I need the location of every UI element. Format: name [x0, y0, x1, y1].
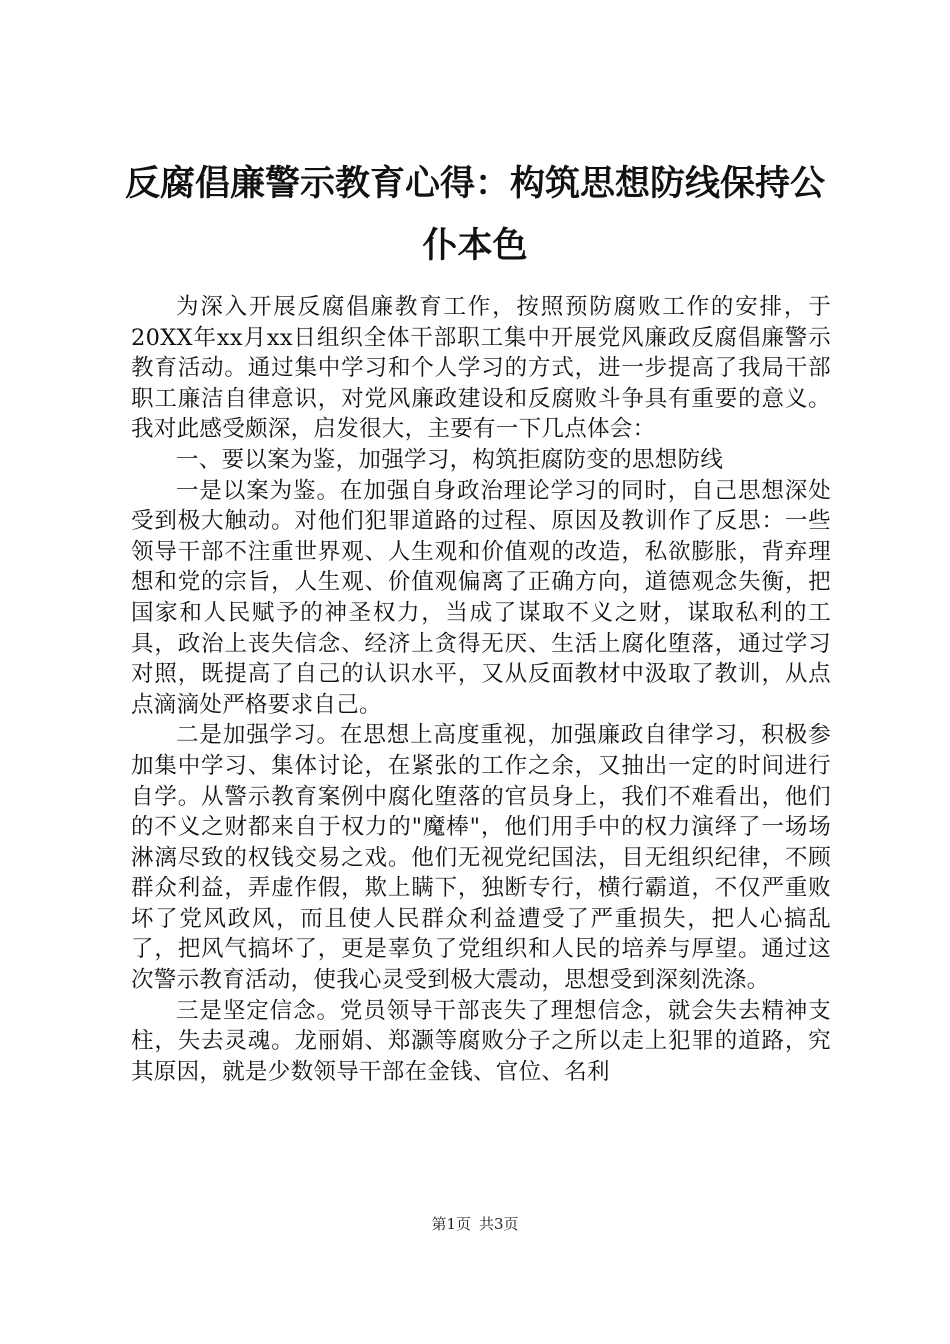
- paragraph-intro: 为深入开展反腐倡廉教育工作，按照预防腐败工作的安排，于20XX年xx月xx日组织全体干部职工集中开展党风廉政反腐倡廉警示教育活动。通过集中学习和个人学习的方式，进一步提高了我局干部职工廉洁自律意识，对党风廉政建设和反腐败斗争具有重要的意义。我对此感受颇深，启发很大，主要有一下几点体会：: [131, 294, 831, 443]
- page-footer: [0, 1214, 950, 1234]
- section-heading-1: 一、要以案为鉴，加强学习，构筑拒腐防变的思想防线: [176, 446, 724, 473]
- page-total: 共3页: [479, 1215, 519, 1233]
- paragraph-point-2: 二是加强学习。在思想上高度重视，加强廉政自律学习，积极参加集中学习、集体讨论，在紧张的工作之余，又抽出一定的时间进行自学。从警示教育案例中腐化堕落的官员身上，我们不难看出，他们的不义之财都来自于权力的"魔棒"，他们用手中的权力演绎了一场场淋漓尽致的权钱交易之戏。他们无视党纪国法，目无组织纪律，不顾群众利益，弄虚作假，欺上瞒下，独断专行，横行霸道，不仅严重败坏了党风政风，而且使人民群众利益遭受了严重损失，把人心搞乱了，把风气搞坏了，更是辜负了党组织和人民的培养与厚望。通过这次警示教育活动，使我心灵受到极大震动，思想受到深刻洗涤。: [131, 722, 831, 994]
- document-title-line-2: 仆本色: [422, 226, 528, 266]
- document-title-line-1: 反腐倡廉警示教育心得：构筑思想防线保持公: [124, 164, 825, 204]
- page-number: 第1页: [431, 1215, 471, 1233]
- paragraph-point-3: 三是坚定信念。党员领导干部丧失了理想信念，就会失去精神支柱，失去灵魂。龙丽娟、郑灏等腐败分子之所以走上犯罪的道路，究其原因，就是少数领导干部在金钱、官位、名利: [131, 997, 831, 1085]
- document-body: [131, 292, 831, 1087]
- paragraph-point-1: 一是以案为鉴。在加强自身政治理论学习的同时，自己思想深处受到极大触动。对他们犯罪道路的过程、原因及教训作了反思：一些领导干部不注重世界观、人生观和价值观的改造，私欲膨胀，背弃理想和党的宗旨，人生观、价值观偏离了正确方向，道德观念失衡，把国家和人民赋予的神圣权力，当成了谋取不义之财，谋取私利的工具，政治上丧失信念、经济上贪得无厌、生活上腐化堕落，通过学习对照，既提高了自己的认识水平，又从反面教材中汲取了教训，从点点滴滴处严格要求自己。: [131, 477, 831, 718]
